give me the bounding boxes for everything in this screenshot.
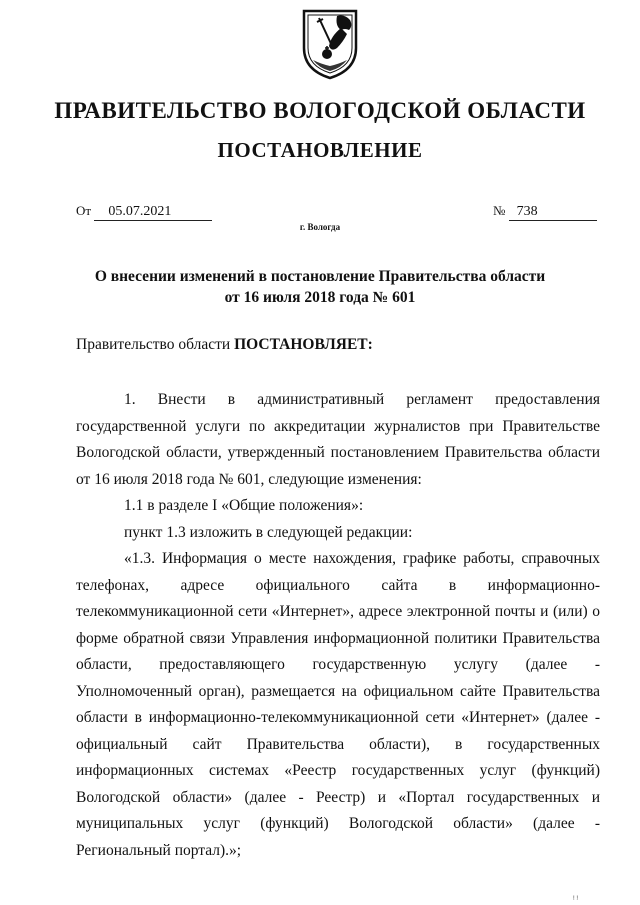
paragraph: «1.3. Информация о месте нахождения, графике работы, справочных телефонах, адресе официального сайта в информационно-телекоммуникационной сети «Интернет», адресе электронной почты и (или) о форме обратной связи Управления информационной политики Правительства области, предоставляющего государственную услугу (далее - Уполномоченный орган), размещается на официальном сайте Правительства области в информационно-телекоммуникационной сети «Интернет» (далее - официальный сайт Правительства области), в государственных информационных системах «Реестр государственных услуг (функций) Вологодской области» (далее - Реестр) и «Портал государственных и муниципальных услуг (функций) Вологодской области» (далее - Региональный портал).»;	[76, 550, 600, 859]
number-prefix: №	[493, 203, 506, 218]
document-number: 738	[509, 204, 597, 221]
document-date: 05.07.2021	[94, 204, 212, 221]
decision-statement	[76, 336, 373, 354]
vologda-coat-of-arms-icon	[301, 8, 359, 80]
decision-lead: Правительство области	[76, 336, 235, 353]
date-prefix: От	[76, 203, 92, 218]
subject-line: от 16 июля 2018 года № 601	[224, 289, 416, 306]
paragraph: пункт 1.3 изложить в следующей редакции:	[124, 523, 413, 541]
paragraph: 1. Внести в административный регламент предоставления государственной услуги по аккредитации журналистов при Правительстве Вологодской области, утвержденный постановлением Правительства области от 16 июля 2018 года № 601, следующие изменения:	[76, 391, 600, 488]
decision-verb: ПОСТАНОВЛЯЕТ:	[234, 336, 373, 353]
subject-heading	[60, 266, 580, 308]
document-type: ПОСТАНОВЛЕНИЕ	[217, 138, 423, 162]
number-field	[493, 203, 597, 221]
document-body	[76, 387, 600, 864]
city: г. Вологда	[299, 222, 341, 232]
page-mark: ! !	[573, 896, 579, 902]
subject-line: О внесении изменений в постановление Правительства области	[94, 268, 546, 285]
paragraph: 1.1 в разделе I «Общие положения»:	[124, 497, 364, 514]
date-field	[76, 203, 212, 221]
organization-title: ПРАВИТЕЛЬСТВО ВОЛОГОДСКОЙ ОБЛАСТИ	[54, 98, 586, 123]
